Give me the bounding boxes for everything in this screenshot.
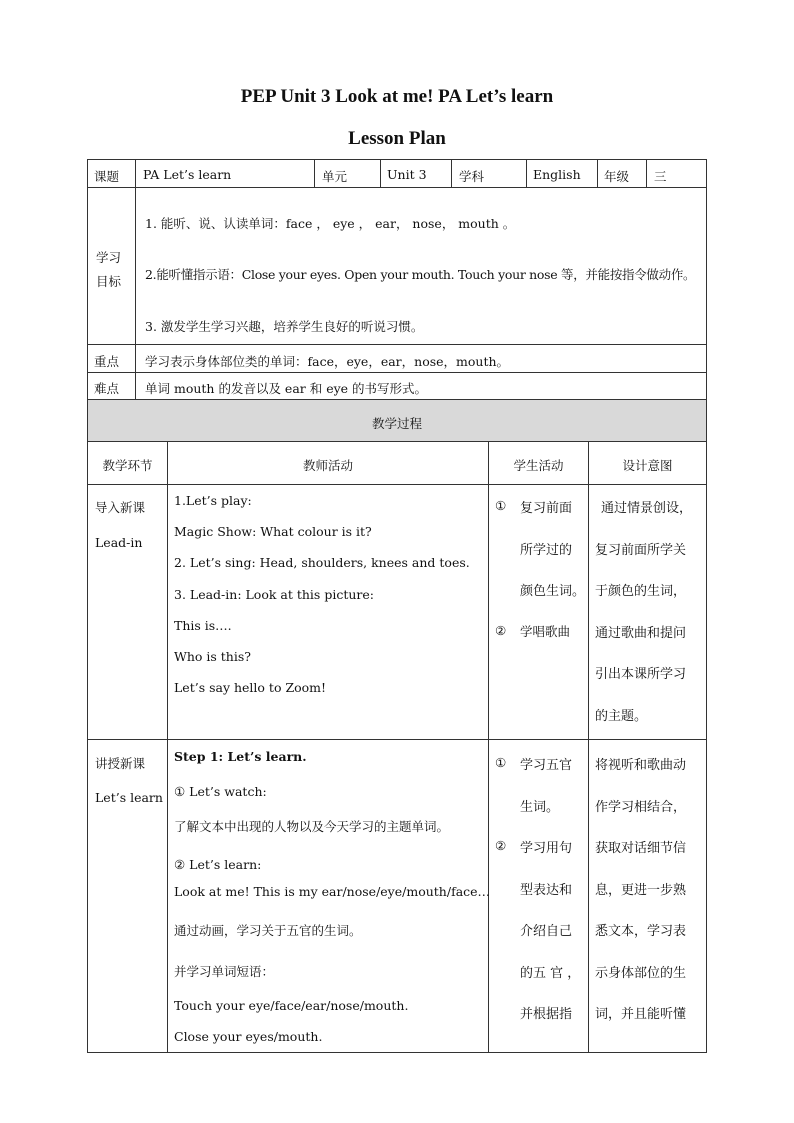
teacher-line: Look at me! This is my ear/nose/eye/mouth/face… (174, 884, 491, 899)
student-line: 所学过的 (520, 542, 573, 558)
lead-in-student-num: ① (495, 498, 507, 513)
new-lesson-design (595, 754, 686, 1045)
table-border (87, 187, 707, 188)
design-line: 获取对话细节信 (595, 841, 687, 856)
table-border (167, 441, 168, 1053)
new-lesson-student-item-1 (520, 754, 572, 837)
label-unit: 单元 (322, 169, 348, 184)
design-line: 悉文本，学习表 (595, 924, 687, 939)
table-border (646, 159, 647, 187)
student-line: 并根据指 (520, 1007, 573, 1022)
student-line: 型表达和 (520, 882, 573, 898)
teacher-line: 并学习单词短语： (174, 964, 275, 979)
table-border (87, 159, 88, 1053)
objectives-label-1: 学习 (96, 250, 122, 265)
teacher-line: 通过动画，学习关于五官的生词。 (174, 923, 362, 938)
process-header: 教学过程 (371, 416, 422, 431)
document-title: PEP Unit 3 Look at me! PA Let’s learn (240, 86, 554, 107)
table-border (597, 159, 598, 187)
design-line: 引出本课所学习 (595, 667, 687, 682)
new-lesson-student-item-2 (520, 837, 580, 1045)
student-line: 学唱歌曲 (520, 624, 571, 639)
table-border (706, 159, 707, 1053)
column-header-stage: 教学环节 (102, 458, 153, 473)
teacher-line: Touch your eye/face/ear/nose/mouth. (174, 998, 409, 1013)
lead-in-teacher-line: Let’s say hello to Zoom! (174, 680, 327, 695)
lead-in-student-item-1 (520, 497, 585, 622)
design-line: 通过情景创设， (601, 501, 693, 516)
table-border (135, 159, 136, 399)
student-line: 介绍自己 (520, 924, 573, 939)
lead-in-teacher-line: 3. Lead-in: Look at this picture: (174, 587, 374, 602)
design-line: 将视听和歌曲动 (595, 758, 687, 773)
label-subject: 学科 (459, 169, 485, 184)
design-line: 的主题。 (595, 708, 648, 724)
lead-in-stage-en: Lead-in (95, 535, 143, 550)
table-border (588, 441, 589, 1053)
objectives-label-2: 目标 (96, 274, 122, 289)
design-line: 示身体部位的生 (595, 965, 687, 981)
student-line: 学习五官 (520, 758, 573, 773)
column-header-teacher: 教师活动 (302, 458, 353, 473)
table-border (451, 159, 452, 187)
table-border (380, 159, 381, 187)
table-border (87, 372, 707, 373)
design-line: 息，更进一步熟 (595, 882, 687, 898)
lead-in-teacher-line: Magic Show: What colour is it? (174, 524, 372, 539)
table-border (87, 344, 707, 345)
grade-value: 三 (654, 169, 667, 184)
table-border (87, 441, 707, 442)
design-line: 于颜色的生词， (595, 584, 687, 599)
lead-in-design (595, 497, 692, 746)
new-lesson-stage-cn: 讲授新课 (95, 756, 146, 771)
table-border (87, 159, 707, 160)
teacher-line: 了解文本中出现的人物以及今天学习的主题单词。 (174, 819, 450, 834)
difficulty-text: 单词 mouth 的发音以及 ear 和 eye 的书写形式。 (145, 381, 428, 396)
objective-item: 3. 激发学生学习兴趣，培养学生良好的听说习惯。 (145, 319, 424, 334)
table-border (314, 159, 315, 187)
table-border (488, 441, 489, 1053)
key-point-text: 学习表示身体部位类的单词：face，eye，ear，nose，mouth。 (145, 354, 510, 369)
teacher-line: Close your eyes/mouth. (174, 1029, 323, 1044)
design-line: 复习前面所学关 (595, 542, 687, 558)
lead-in-teacher-line: 2. Let’s sing: Head, shoulders, knees and toes. (174, 555, 470, 570)
unit-value: Unit 3 (387, 167, 427, 182)
new-lesson-student-num: ② (495, 838, 507, 853)
step-heading: Step 1: Let’s learn. (174, 749, 307, 764)
student-line: 的五 官 ， (520, 965, 581, 981)
topic-value: PA Let’s learn (143, 167, 232, 182)
table-border (87, 1052, 707, 1053)
student-line: 学习用句 (520, 841, 573, 856)
student-line: 颜色生词。 (520, 584, 586, 599)
new-lesson-student-num: ① (495, 755, 507, 770)
student-line: 生词。 (520, 799, 560, 815)
difficulty-label: 难点 (94, 381, 120, 396)
column-header-design: 设计意图 (622, 458, 673, 473)
lead-in-teacher-line: Who is this? (174, 649, 251, 664)
table-border (87, 484, 707, 485)
teacher-sub-heading: ① Let’s watch: (174, 784, 267, 799)
lead-in-teacher-line: 1.Let’s play: (174, 493, 252, 508)
design-line: 通过歌曲和提问 (595, 625, 687, 641)
objective-item: 2.能听懂指示语：Close your eyes. Open your mouth. Touch your nose 等，并能按指令做动作。 (145, 267, 696, 282)
label-topic: 课题 (94, 169, 120, 184)
key-point-label: 重点 (94, 354, 120, 369)
lead-in-stage-cn: 导入新课 (95, 500, 146, 515)
new-lesson-stage-en: Let’s learn (95, 790, 163, 805)
lead-in-teacher-line: This is…. (174, 618, 232, 633)
subject-value: English (533, 167, 581, 182)
column-header-student: 学生活动 (513, 458, 564, 473)
design-line: 作学习相结合， (595, 799, 687, 815)
teacher-sub-heading: ② Let’s learn: (174, 857, 262, 872)
student-line: 复习前面 (520, 501, 573, 516)
document-subtitle: Lesson Plan (348, 128, 446, 149)
table-border (526, 159, 527, 187)
objective-item: 1. 能听、说、认读单词：face ， eye ， ear， nose， mouth 。 (145, 216, 516, 231)
design-line: 词，并且能听懂 (595, 1007, 687, 1022)
lead-in-student-num: ② (495, 623, 507, 638)
table-border (87, 399, 707, 400)
label-grade: 年级 (604, 169, 630, 184)
